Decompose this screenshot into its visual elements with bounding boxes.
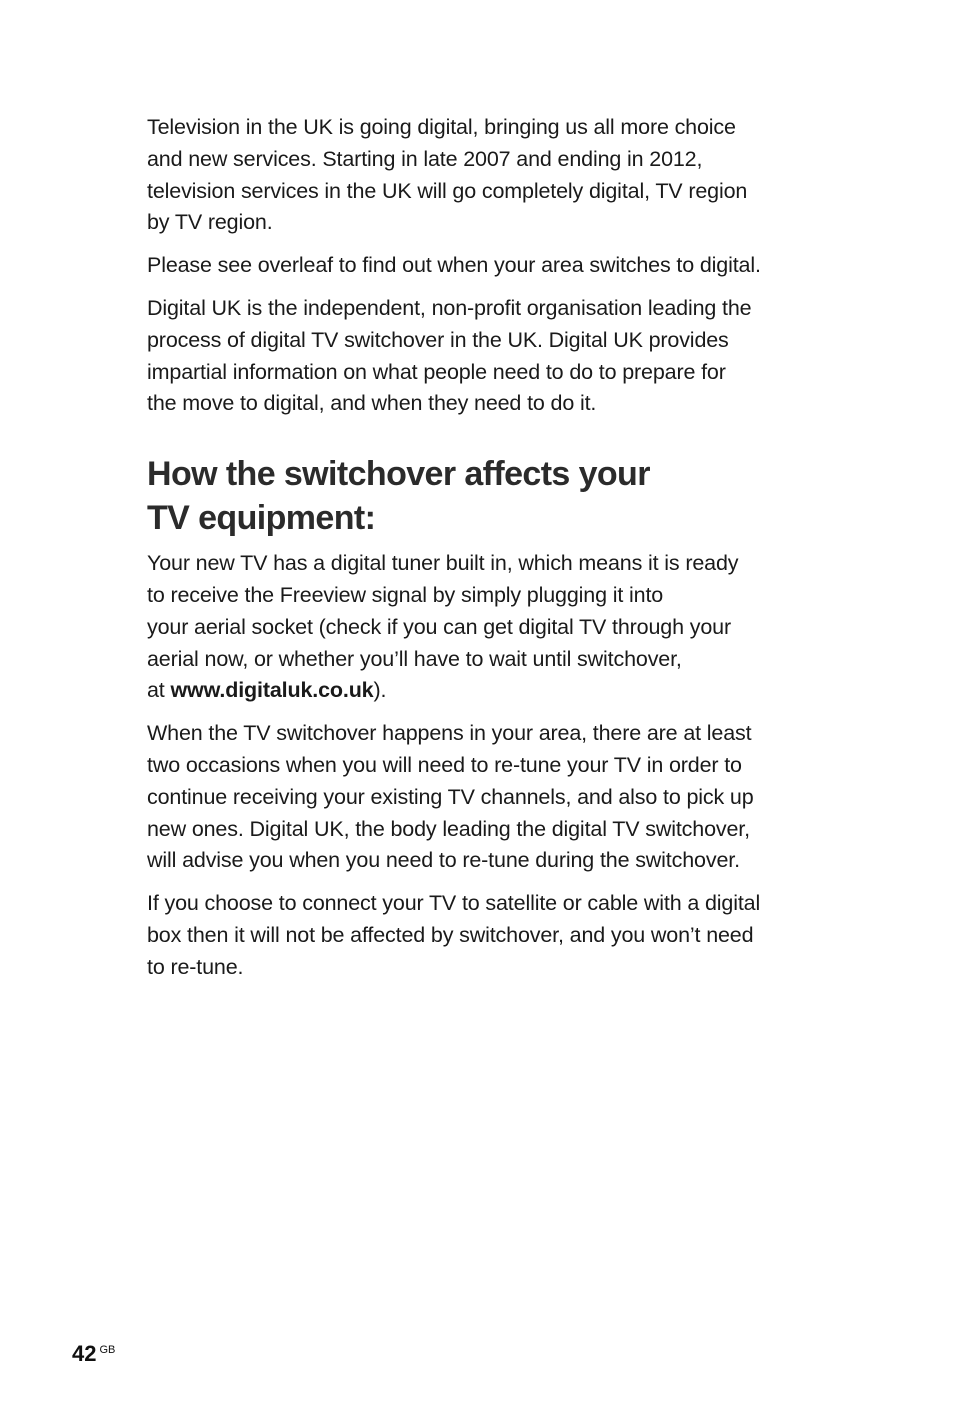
text-line: to receive the Freeview signal by simply plugging it into [147, 582, 664, 607]
text-line: the move to digital, and when they need to do it. [147, 391, 597, 416]
text-line: Your new TV has a digital tuner built in, which means it is ready [147, 551, 739, 576]
intro-paragraph-2 [147, 250, 797, 282]
text-line: aerial now, or whether you’ll have to wait until switchover, [147, 646, 682, 671]
text-line [147, 675, 797, 707]
text-line: When the TV switchover happens in your area, there are at least [147, 721, 752, 746]
text-line: will advise you when you need to re-tune during the switchover. [147, 848, 740, 873]
intro-paragraph-1 [147, 112, 797, 239]
heading-line: TV equipment: [147, 499, 376, 538]
intro-paragraph-3 [147, 293, 797, 420]
text-fragment: ). [373, 678, 387, 703]
section-paragraph-3 [147, 888, 797, 983]
text-line: and new services. Starting in late 2007 and ending in 2012, [147, 146, 703, 171]
text-line: If you choose to connect your TV to satellite or cable with a digital [147, 891, 761, 916]
page-number: 42 [72, 1341, 97, 1366]
text-line: box then it will not be affected by switchover, and you won’t need [147, 922, 754, 947]
text-line: by TV region. [147, 210, 273, 235]
text-line: continue receiving your existing TV channels, and also to pick up [147, 784, 754, 809]
language-code: GB [99, 1344, 116, 1356]
text-line: Please see overleaf to find out when your area switches to digital. [147, 253, 761, 278]
heading-line: How the switchover affects your [147, 455, 650, 494]
page-footer [72, 1341, 115, 1367]
text-line: new ones. Digital UK, the body leading the digital TV switchover, [147, 816, 750, 841]
section-heading [147, 452, 797, 540]
section-paragraph-1 [147, 548, 797, 707]
section-paragraph-2 [147, 718, 797, 877]
text-line: your aerial socket (check if you can get digital TV through your [147, 614, 731, 639]
digitaluk-website-link[interactable]: www.digitaluk.co.uk [170, 678, 374, 703]
text-fragment: at [147, 678, 171, 703]
text-line: impartial information on what people need to do to prepare for [147, 359, 726, 384]
text-line: to re-tune. [147, 954, 244, 979]
text-line: Digital UK is the independent, non-profit organisation leading the [147, 295, 752, 320]
document-body [147, 112, 797, 995]
text-line: process of digital TV switchover in the UK. Digital UK provides [147, 327, 729, 352]
text-line: two occasions when you will need to re-tune your TV in order to [147, 752, 742, 777]
text-line: television services in the UK will go completely digital, TV region [147, 178, 748, 203]
text-line: Television in the UK is going digital, bringing us all more choice [147, 115, 736, 139]
